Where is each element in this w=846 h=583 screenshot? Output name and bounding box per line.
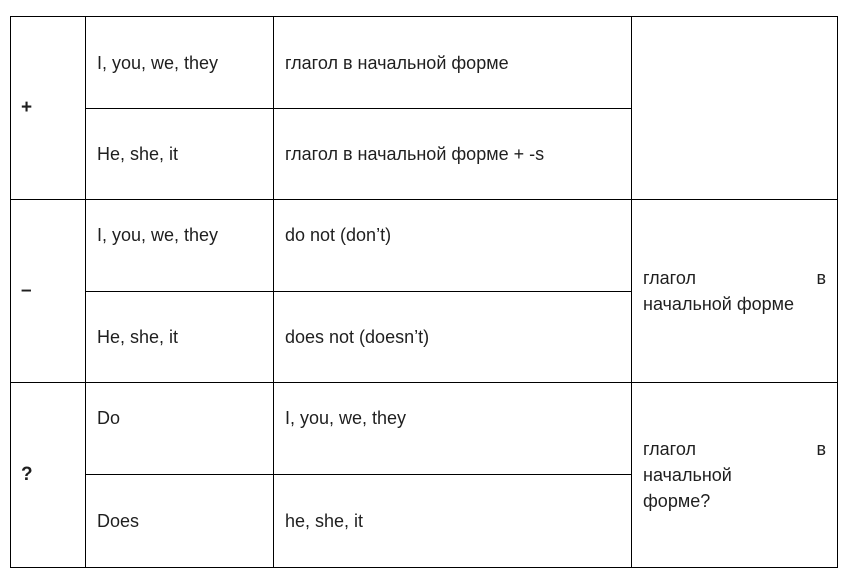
form-cell: I, you, we, they	[274, 383, 632, 475]
table-row	[11, 383, 838, 475]
grammar-table	[10, 16, 838, 568]
form-cell: глагол в начальной форме	[274, 17, 632, 109]
subject-cell: Do	[86, 383, 274, 475]
form-cell: do not (don’t)	[274, 200, 632, 292]
subject-cell: I, you, we, they	[86, 17, 274, 109]
subject-cell: Does	[86, 475, 274, 568]
note-line: форме?	[643, 491, 711, 511]
subject-cell: He, she, it	[86, 109, 274, 200]
form-cell: does not (doesn’t)	[274, 292, 632, 383]
table-row	[11, 200, 838, 292]
subject-cell: He, she, it	[86, 292, 274, 383]
note-cell-empty	[632, 17, 838, 200]
note-line: начальной	[643, 465, 732, 485]
note-word: в	[816, 439, 826, 459]
note-line: начальной форме	[643, 294, 795, 314]
note-line	[643, 436, 826, 462]
note-cell	[632, 200, 838, 383]
negative-sign: –	[11, 200, 86, 383]
note-word: глагол	[643, 268, 696, 288]
note-line	[643, 265, 826, 291]
note-cell	[632, 383, 838, 568]
question-sign: ?	[11, 383, 86, 568]
note-word: в	[816, 268, 826, 288]
affirmative-sign: +	[11, 17, 86, 200]
note-word: глагол	[643, 439, 696, 459]
form-cell: глагол в начальной форме + -s	[274, 109, 632, 200]
table-row	[11, 17, 838, 109]
subject-cell: I, you, we, they	[86, 200, 274, 292]
form-cell: he, she, it	[274, 475, 632, 568]
